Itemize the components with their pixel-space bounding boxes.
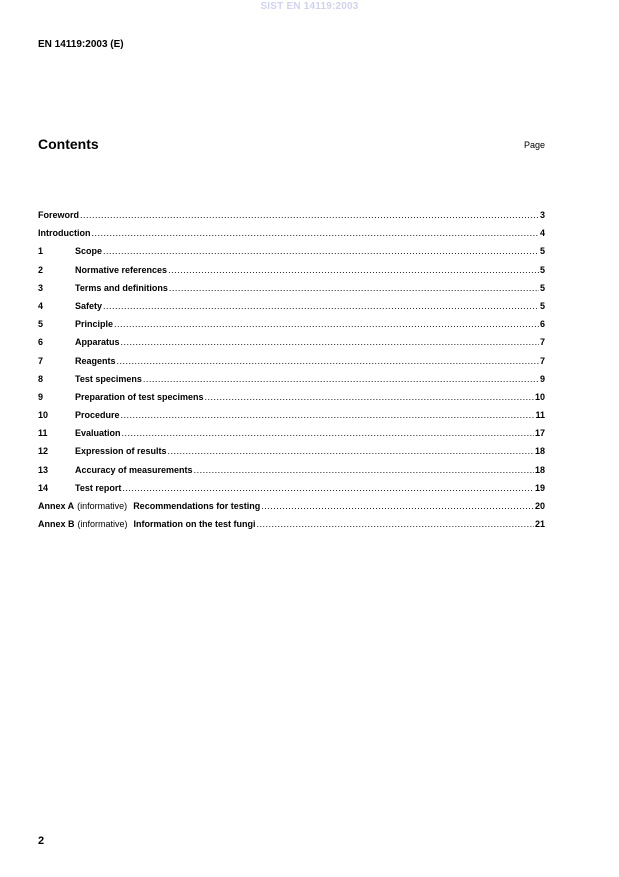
toc-entry-page: 9 <box>539 373 545 384</box>
toc-leader-dots <box>261 501 534 511</box>
toc-entry-page: 5 <box>539 264 545 275</box>
table-of-contents <box>38 210 545 537</box>
toc-entry-14[interactable] <box>38 483 545 501</box>
document-id: EN 14119:2003 (E) <box>38 39 124 50</box>
toc-entry-page: 21 <box>534 519 545 530</box>
toc-entry-page: 4 <box>539 228 545 239</box>
toc-entry-number: 8 <box>38 373 44 384</box>
toc-entry-8[interactable] <box>38 374 545 392</box>
toc-entry-title: Expression of results <box>75 446 167 457</box>
toc-entry-title: Evaluation <box>75 428 121 439</box>
toc-entry-page: 5 <box>539 246 545 257</box>
toc-entry-title: Apparatus <box>75 337 120 348</box>
toc-entry-page: 7 <box>539 337 545 348</box>
toc-entry-number: 14 <box>38 482 49 493</box>
toc-entry-page: 18 <box>534 464 545 475</box>
toc-entry-6[interactable] <box>38 337 545 355</box>
toc-entry-page: 10 <box>534 391 545 402</box>
toc-entry-page: 5 <box>539 282 545 293</box>
toc-entry-page: 6 <box>539 319 545 330</box>
toc-entry-number: 6 <box>38 337 44 348</box>
toc-entry-9[interactable] <box>38 392 545 410</box>
page-column-label: Page <box>523 140 545 150</box>
toc-entry-page: 3 <box>539 210 545 220</box>
page-number: 2 <box>38 835 45 847</box>
contents-heading: Contents <box>38 136 99 152</box>
toc-entry-number: 1 <box>38 246 44 257</box>
toc-entry-page: 17 <box>534 428 545 439</box>
toc-entry-introduction[interactable] <box>38 228 545 246</box>
toc-entry-page: 11 <box>535 410 545 421</box>
toc-entry-number: 10 <box>38 410 49 421</box>
toc-entry-annex-b[interactable] <box>38 519 545 537</box>
toc-entry-title: Information on the test fungi <box>133 519 256 530</box>
toc-entry-foreword[interactable] <box>38 210 545 228</box>
toc-entry-title: Principle <box>75 319 114 330</box>
toc-entry-13[interactable] <box>38 465 545 483</box>
toc-entry-title: Introduction <box>38 228 91 239</box>
toc-leader-dots <box>103 301 539 311</box>
toc-entry-page: 5 <box>539 300 545 311</box>
toc-entry-title: Test report <box>75 482 122 493</box>
toc-entry-title: Scope <box>75 246 103 257</box>
toc-entry-number: 2 <box>38 264 44 275</box>
toc-leader-dots <box>205 392 534 402</box>
toc-entry-7[interactable] <box>38 356 545 374</box>
annex-note: (informative) <box>77 501 128 511</box>
toc-entry-title: Accuracy of measurements <box>75 464 193 475</box>
toc-entry-number: 11 <box>38 428 48 439</box>
toc-entry-number: 4 <box>38 300 44 311</box>
toc-leader-dots <box>92 228 539 238</box>
toc-entry-title: Procedure <box>75 410 120 421</box>
toc-entry-title: Terms and definitions <box>75 282 168 293</box>
toc-entry-3[interactable] <box>38 283 545 301</box>
toc-entry-number: 9 <box>38 391 44 402</box>
toc-leader-dots <box>114 319 539 329</box>
annex-note: (informative) <box>77 519 128 530</box>
toc-entry-number: 12 <box>38 446 49 457</box>
toc-leader-dots <box>257 519 534 529</box>
toc-entry-number: 13 <box>38 464 49 475</box>
toc-leader-dots <box>117 356 539 366</box>
toc-entry-12[interactable] <box>38 446 545 464</box>
toc-entry-title: Preparation of test specimens <box>75 391 204 402</box>
toc-entry-number: 5 <box>38 319 44 330</box>
toc-entry-title: Safety <box>75 300 103 311</box>
toc-leader-dots <box>169 283 539 293</box>
toc-entry-page: 20 <box>534 501 545 511</box>
toc-leader-dots <box>121 337 539 347</box>
toc-entry-page: 7 <box>539 355 545 366</box>
toc-leader-dots <box>143 374 539 384</box>
toc-entry-title: Normative references <box>75 264 168 275</box>
toc-entry-page: 19 <box>534 482 545 493</box>
toc-entry-11[interactable] <box>38 428 545 446</box>
toc-leader-dots <box>80 210 539 220</box>
toc-entry-1[interactable] <box>38 246 545 264</box>
toc-entry-10[interactable] <box>38 410 545 428</box>
toc-leader-dots <box>194 465 534 475</box>
toc-leader-dots <box>122 428 534 438</box>
toc-entry-title: Foreword <box>38 210 80 220</box>
toc-leader-dots <box>121 410 535 420</box>
toc-entry-title: Recommendations for testing <box>133 501 261 511</box>
toc-leader-dots <box>103 246 539 256</box>
toc-leader-dots <box>168 446 534 456</box>
toc-entry-number: 3 <box>38 282 44 293</box>
toc-entry-number: 7 <box>38 355 44 366</box>
toc-entry-title: Reagents <box>75 355 116 366</box>
toc-entry-title: Test specimens <box>75 373 142 384</box>
toc-entry-4[interactable] <box>38 301 545 319</box>
toc-entry-2[interactable] <box>38 265 545 283</box>
toc-entry-annex-a[interactable] <box>38 501 545 519</box>
watermark-text: SIST EN 14119:2003 <box>260 1 359 12</box>
toc-entry-page: 18 <box>534 446 545 457</box>
toc-leader-dots <box>122 483 534 493</box>
annex-prefix: Annex B <box>38 519 75 530</box>
toc-leader-dots <box>168 265 539 275</box>
annex-prefix: Annex A <box>38 501 75 511</box>
toc-entry-5[interactable] <box>38 319 545 337</box>
